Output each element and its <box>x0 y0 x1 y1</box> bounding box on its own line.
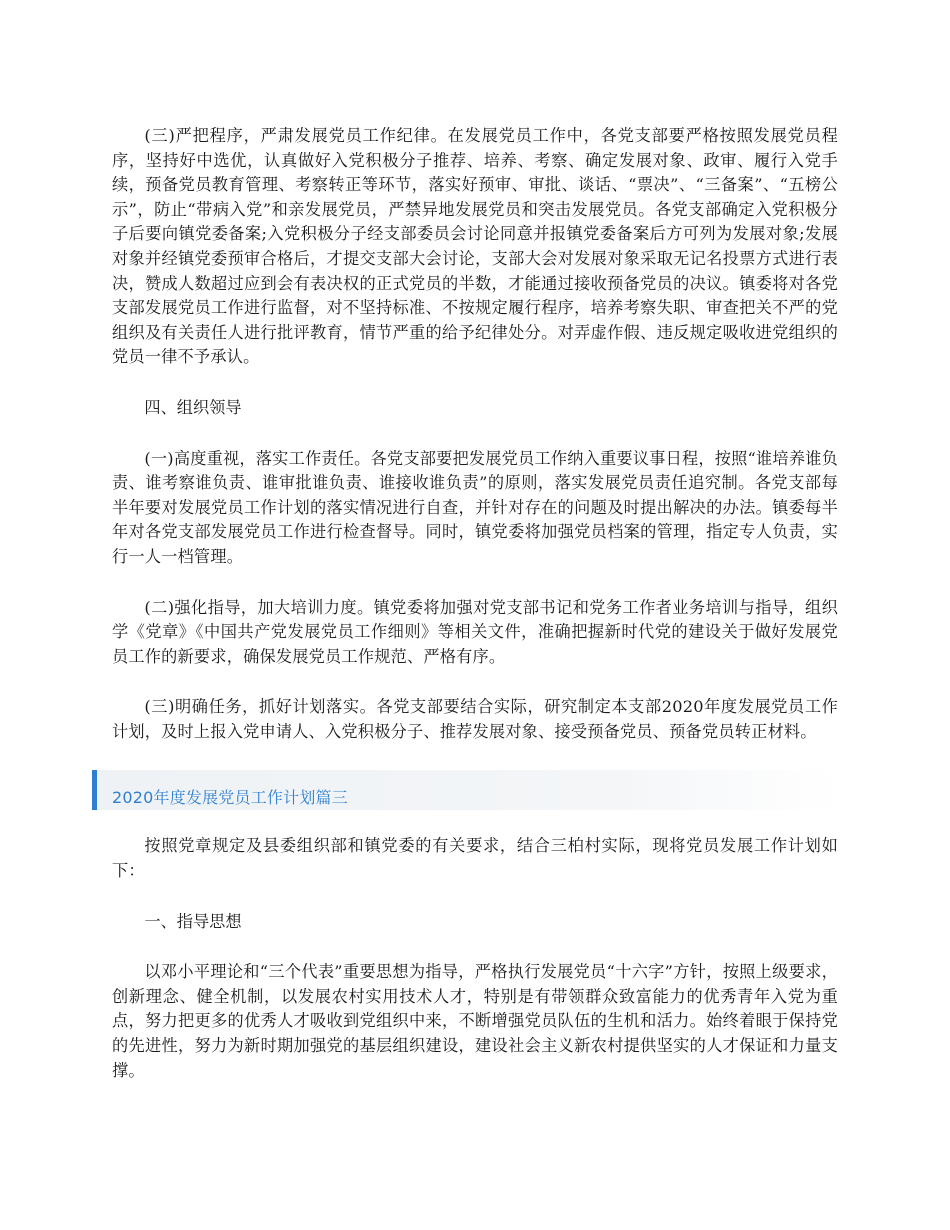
paragraph-training: (二)强化指导，加大培训力度。镇党委将加强对党支部书记和党务工作者业务培训与指导，组织学《党章》《中国共产党发展党员工作细则》等相关文件，准确把握新时代党的建设关于做好发展党员工作的新要求，确保发展党员工作规范、严格有序。 <box>112 597 838 666</box>
paragraph-strict-procedure: (三)严把程序，严肃发展党员工作纪律。在发展党员工作中，各党支部要严格按照发展党员程序，坚持好中选优，认真做好入党积极分子推荐、培养、考察、确定发展对象、政审、履行入党手续，预备党员教育管理、考察转正等环节，落实好预审、审批、谈话、“票决”、“三备案”、“五榜公示”，防止“带病入党”和亲发展党员，严禁异地发展党员和突击发展党员。各党支部确定入党积极分子后要向镇党委备案;入党积极分子经支部委员会讨论同意并报镇党委备案后方可列为发展对象;发展对象并经镇党委预审合格后，才提交支部大会讨论，支部大会对发展对象采取无记名投票方式进行表决，赞成人数超过应到会有表决权的正式党员的半数，才能通过接收预备党员的决议。镇委将对各党支部发展党员工作进行监督，对不坚持标准、不按规定履行程序，培养考察失职、审查把关不严的党组织及有关责任人进行批评教育，情节严重的给予纪律处分。对弄虚作假、违反规定吸收进党组织的党员一律不予承认。 <box>112 126 838 367</box>
section-banner <box>92 770 838 810</box>
heading-guiding-thought: 一、指导思想 <box>144 911 242 931</box>
section-accent-bar <box>92 770 97 810</box>
paragraph-intro: 按照党章规定及县委组织部和镇党委的有关要求，结合三柏村实际，现将党员发展工作计划如下： <box>112 836 838 881</box>
paragraph-task-implementation: (三)明确任务，抓好计划落实。各党支部要结合实际，研究制定本支部2020年度发展党员工作计划，及时上报入党申请人、入党积极分子、推荐发展对象、接受预备党员、预备党员转正材料。 <box>112 697 838 741</box>
paragraph-responsibility: (一)高度重视，落实工作责任。各党支部要把发展党员工作纳入重要议事日程，按照“谁培养谁负责、谁考察谁负责、谁审批谁负责、谁接收谁负责”的原则，落实发展党员责任追究制。各党支部每半年要对发展党员工作计划的落实情况进行自查，并针对存在的问题及时提出解决的办法。镇委每半年对各党支部发展党员工作进行检查督导。同时，镇党委将加强党员档案的管理，指定专人负责，实行一人一档管理。 <box>112 448 838 566</box>
document-body <box>112 124 838 1109</box>
section-title: 2020年度发展党员工作计划篇三 <box>112 788 348 808</box>
paragraph-guiding-thought: 以邓小平理论和“三个代表”重要思想为指导，严格执行发展党员“十六字”方针，按照上级要求，创新理念、健全机制，以发展农村实用技术人才，特别是有带领群众致富能力的优秀青年入党为重点，努力把更多的优秀人才吸收到党组织中来，不断增强党员队伍的生机和活力。始终着眼于保持党的先进性，努力为新时期加强党的基层组织建设，建设社会主义新农村提供坚实的人才保证和力量支撑。 <box>112 962 838 1080</box>
heading-organization-leadership: 四、组织领导 <box>144 397 242 417</box>
